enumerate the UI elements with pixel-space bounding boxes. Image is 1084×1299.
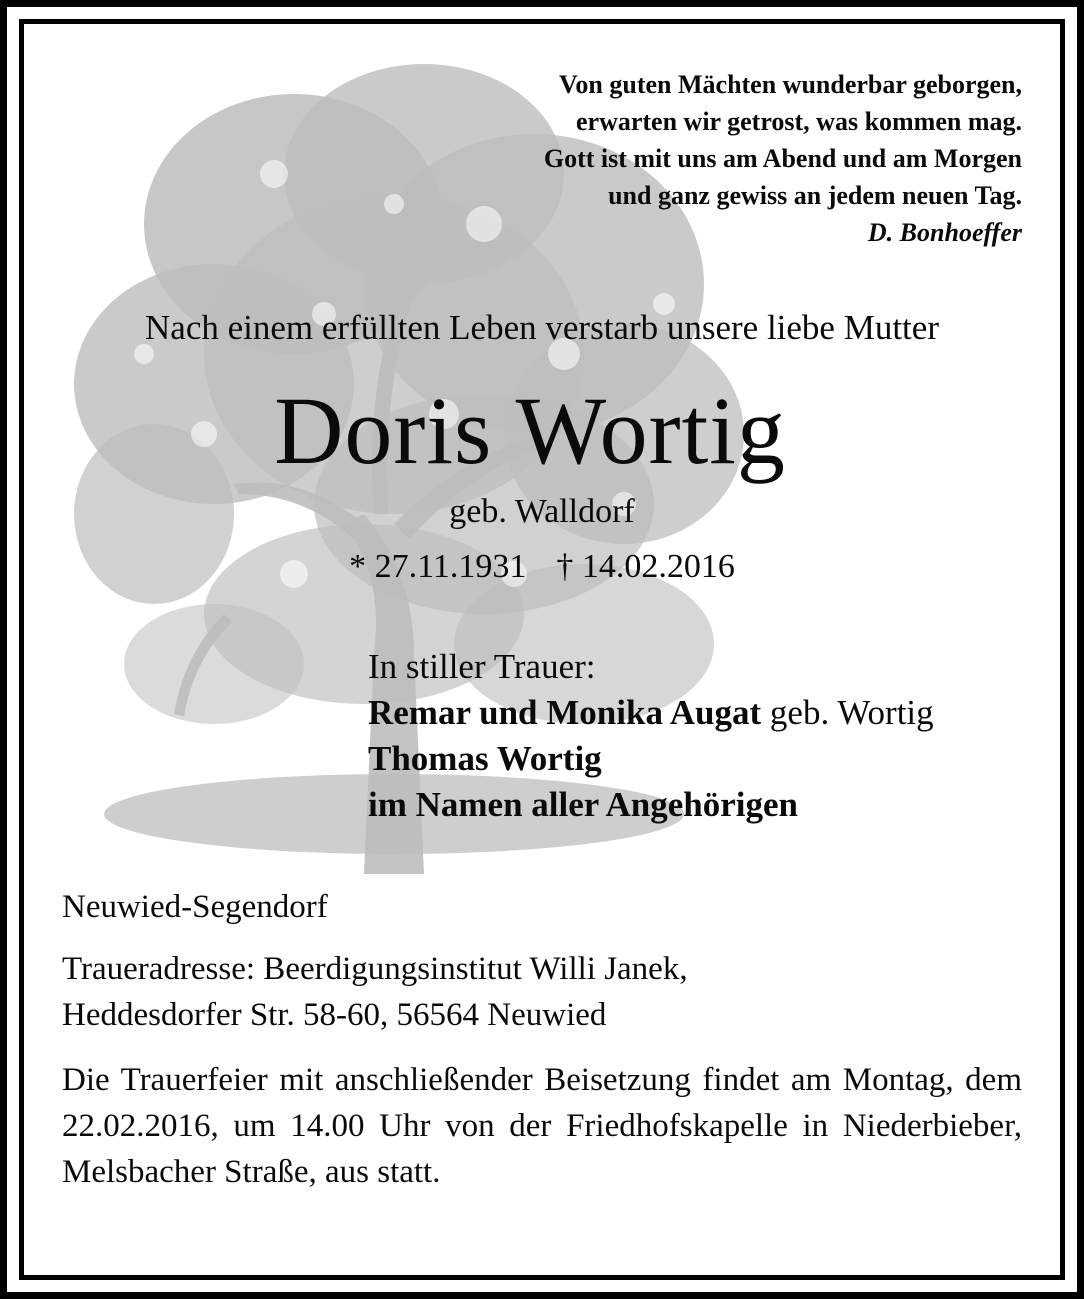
service-info: Die Trauerfeier mit anschließender Beisetzung findet am Montag, dem 22.02.2016, um 14.00 Uhr von der Friedhofskapelle in Niederbieber, Melsbacher Straße, aus statt. (62, 1062, 1022, 1190)
mourner-names: Remar und Monika Augat (368, 693, 762, 732)
address-line: Traueradresse: Beerdigungsinstitut Willi Janek, (62, 951, 688, 987)
mourner-line (368, 690, 934, 736)
mourners-heading: In stiller Trauer: (368, 647, 596, 686)
place-name: Neuwied-Segendorf (62, 889, 328, 925)
deceased-name: Doris Wortig (274, 377, 786, 484)
obituary-card (24, 24, 1060, 1275)
mourners-block (368, 644, 934, 828)
death-date: † 14.02.2016 (556, 548, 735, 585)
mourner-line: im Namen aller Angehörigen (368, 785, 799, 824)
birth-name: geb. Walldorf (449, 493, 635, 530)
birth-date: * 27.11.1931 (349, 548, 527, 585)
life-dates (24, 546, 1060, 588)
mourner-line: Thomas Wortig (368, 739, 602, 778)
poem-line: Gott ist mit uns am Abend und am Morgen (543, 144, 1022, 173)
poem-author: D. Bonhoeffer (867, 218, 1022, 247)
poem-line: erwarten wir getrost, was kommen mag. (576, 107, 1022, 136)
intro-text: Nach einem erfüllten Leben verstarb unsere liebe Mutter (145, 308, 939, 347)
bonhoeffer-poem (382, 66, 1022, 251)
mourner-note: geb. Wortig (761, 693, 934, 732)
poem-line: Von guten Mächten wunderbar geborgen, (559, 70, 1022, 99)
mourning-address (62, 946, 688, 1038)
address-line: Heddesdorfer Str. 58-60, 56564 Neuwied (62, 997, 607, 1033)
poem-line: und ganz gewiss an jedem neuen Tag. (608, 181, 1022, 210)
